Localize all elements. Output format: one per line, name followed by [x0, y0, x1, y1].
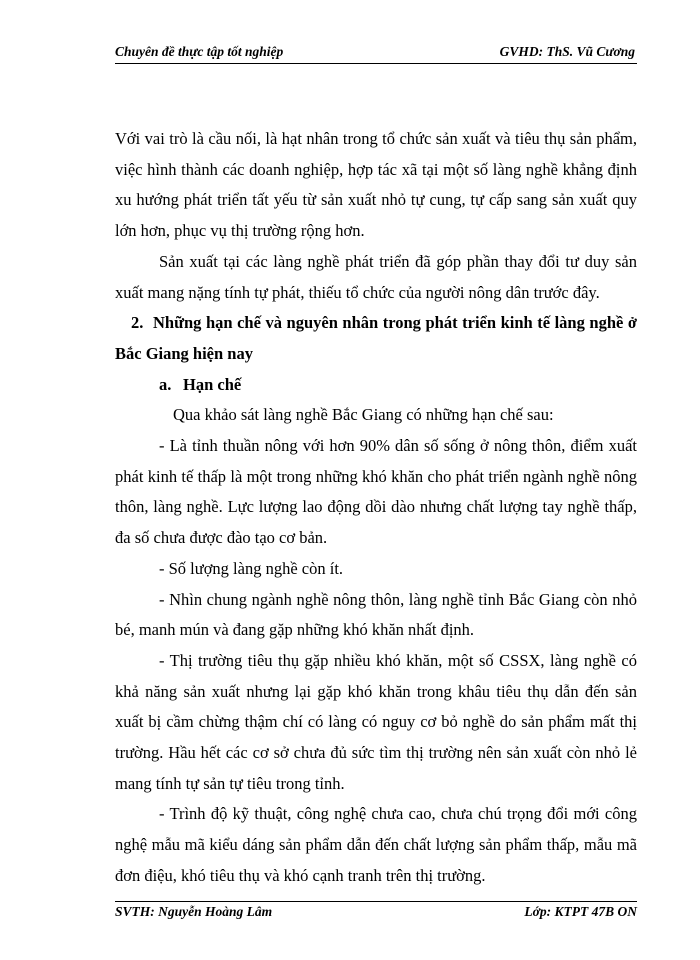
page-body	[115, 124, 637, 892]
page-header	[115, 44, 637, 62]
subsection-letter: a.	[159, 374, 172, 394]
paragraph-2: Sản xuất tại các làng nghề phát triển đã góp phần thay đổi tư duy sản xuất mang nặng tính tự phát, thiếu tổ chức của người nông dân trước đây.	[115, 251, 637, 302]
paragraph-intro: Qua khảo sát làng nghề Bắc Giang có những hạn chế sau:	[173, 405, 554, 425]
subsection-heading-a	[115, 370, 637, 401]
paragraph-bullet-1: - Là tỉnh thuần nông với hơn 90% dân số sống ở nông thôn, điểm xuất phát kinh tế thấp là một trong những khó khăn cho phát triển ngành nghề nông thôn, làng nghề. Lực lượng lao động dồi dào nhưng chất lượng tay nghề thấp, đa số chưa được đào tạo cơ bản.	[115, 436, 637, 548]
paragraph-bullet-2: - Số lượng làng nghề còn ít.	[159, 558, 344, 578]
footer-student: SVTH: Nguyễn Hoàng Lâm	[115, 904, 273, 919]
section-title: Những hạn chế và nguyên nhân trong phát triển kinh tế làng nghề ở Bắc Giang hiện nay	[115, 313, 637, 363]
header-advisor: GVHD: ThS. Vũ Cương	[499, 44, 635, 59]
page-footer	[115, 904, 637, 922]
footer-class: Lớp: KTPT 47B ON	[524, 904, 637, 919]
header-rule	[115, 63, 637, 64]
subsection-title: Hạn chế	[183, 374, 242, 394]
header-title: Chuyên đề thực tập tốt nghiệp	[115, 44, 284, 59]
paragraph-bullet-3: - Nhìn chung ngành nghề nông thôn, làng nghề tỉnh Bắc Giang còn nhỏ bé, manh mún và đang gặp những khó khăn nhất định.	[115, 589, 637, 640]
paragraph-bullet-4: - Thị trường tiêu thụ gặp nhiều khó khăn, một số CSSX, làng nghề có khả năng sản xuất nhưng lại gặp khó khăn trong khâu tiêu thụ dẫn đến sản xuất bị cầm chừng thậm chí có làng có nguy cơ bỏ nghề do sản phẩm mất thị trường. Hầu hết các cơ sở chưa đủ sức tìm thị trường nên sản xuất còn nhỏ lẻ mang tính tự sản tự tiêu trong tỉnh.	[115, 650, 637, 793]
paragraph-bullet-5: - Trình độ kỹ thuật, công nghệ chưa cao, chưa chú trọng đổi mới công nghệ mẫu mã kiểu dáng sản phẩm dẫn đến chất lượng sản phẩm thấp, mẫu mã đơn điệu, khó tiêu thụ và khó cạnh tranh trên thị trường.	[115, 804, 637, 885]
paragraph-1: Với vai trò là cầu nối, là hạt nhân trong tổ chức sản xuất và tiêu thụ sản phẩm, việc hình thành các doanh nghiệp, hợp tác xã tại một số làng nghề khẳng định xu hướng phát triển tất yếu từ sản xuất nhỏ tự cung, tự cấp sang sản xuất quy lớn hơn, phục vụ thị trường rộng hơn.	[115, 129, 637, 241]
footer-rule	[115, 901, 637, 902]
section-number: 2.	[131, 313, 144, 333]
section-heading-2	[115, 308, 637, 369]
